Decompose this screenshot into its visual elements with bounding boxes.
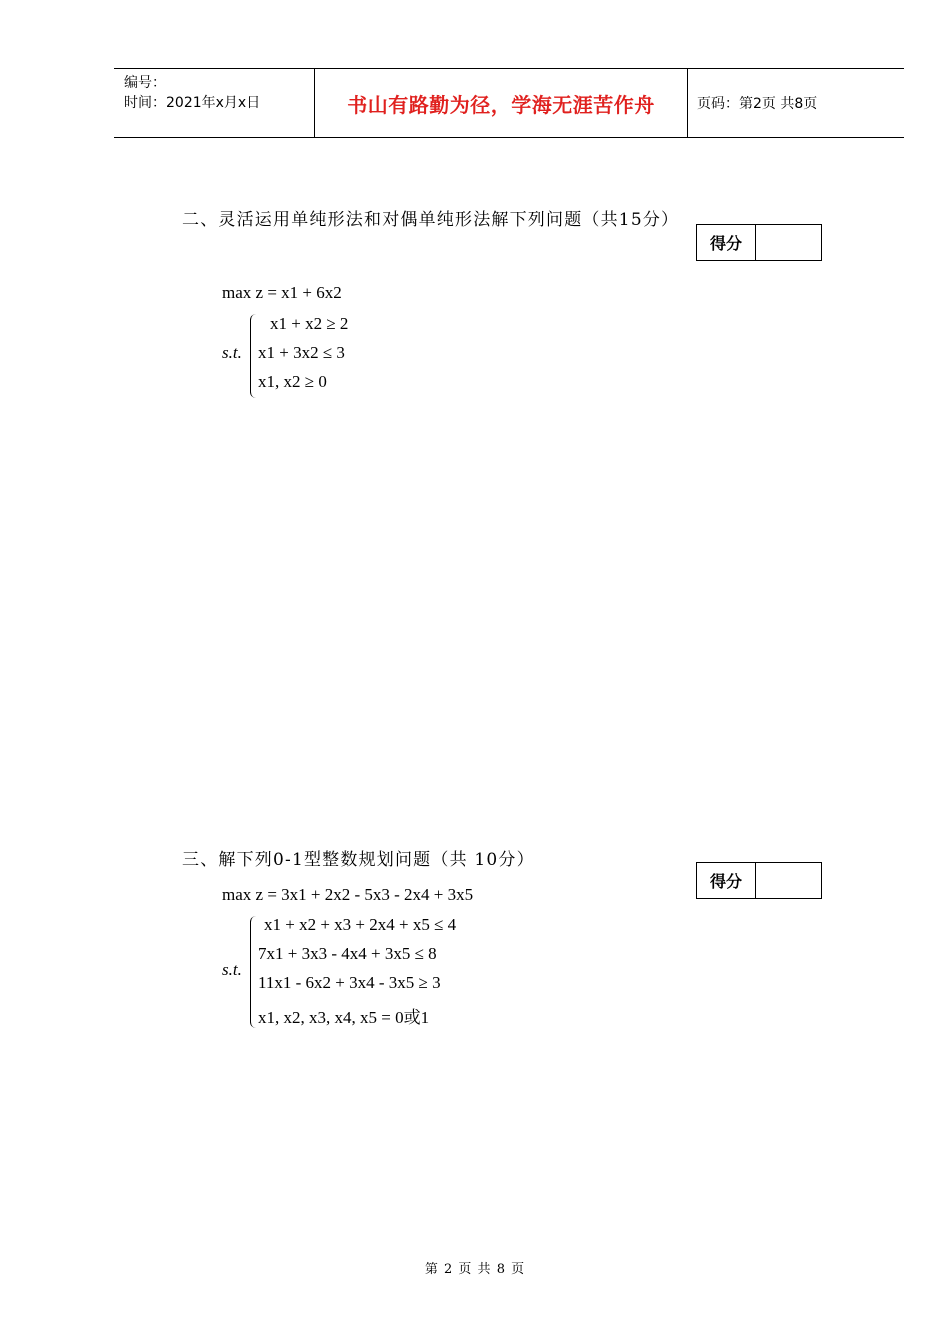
- page-info: 页码：第2页 共8页: [697, 96, 818, 112]
- section3-model: [222, 882, 542, 1032]
- section3-score-field[interactable]: [756, 863, 821, 898]
- page-footer: 第 2 页 共 8 页: [424, 1262, 526, 1277]
- section3-constraint-3: 11x1 - 6x2 + 3x4 - 3x5 ≥ 3: [258, 973, 441, 992]
- section3-title: 三、解下列0-1型整数规划问题（共 10分）: [182, 850, 535, 870]
- header-meta-cell: [114, 69, 315, 137]
- section3-constraint-1: x1 + x2 + x3 + 2x4 + x5 ≤ 4: [264, 915, 457, 934]
- page-header: [114, 68, 904, 138]
- section3-st-label: s.t.: [222, 960, 242, 979]
- section2-constraint-1: x1 + x2 ≥ 2: [270, 314, 349, 333]
- section2-model: [222, 280, 422, 400]
- section3-constraint-2: 7x1 + 3x3 - 4x4 + 3x5 ≤ 8: [258, 944, 437, 963]
- section2-title: 二、灵活运用单纯形法和对偶单纯形法解下列问题（共15分）: [182, 210, 680, 230]
- section2-brace: [250, 314, 257, 398]
- section2-objective: max z = x1 + 6x2: [222, 283, 342, 302]
- section2-st-label: s.t.: [222, 343, 242, 362]
- motto-text: 书山有路勤为径，学海无涯苦作舟: [315, 69, 688, 137]
- section2-score-field[interactable]: [756, 225, 821, 260]
- time-label: 时间：2021年x月x日: [124, 95, 261, 111]
- section2-score-box: [696, 224, 822, 261]
- section2-score-label: 得分: [697, 225, 756, 260]
- number-label: 编号：: [124, 75, 166, 91]
- section2-constraint-2: x1 + 3x2 ≤ 3: [258, 343, 345, 362]
- section3-brace: [250, 916, 257, 1028]
- section2-constraint-3: x1, x2 ≥ 0: [258, 372, 327, 391]
- section3-constraint-4: x1, x2, x3, x4, x5 = 0或1: [258, 1008, 430, 1027]
- section3-objective: max z = 3x1 + 2x2 - 5x3 - 2x4 + 3x5: [222, 885, 474, 904]
- section3-score-box: [696, 862, 822, 899]
- section3-score-label: 得分: [697, 863, 756, 898]
